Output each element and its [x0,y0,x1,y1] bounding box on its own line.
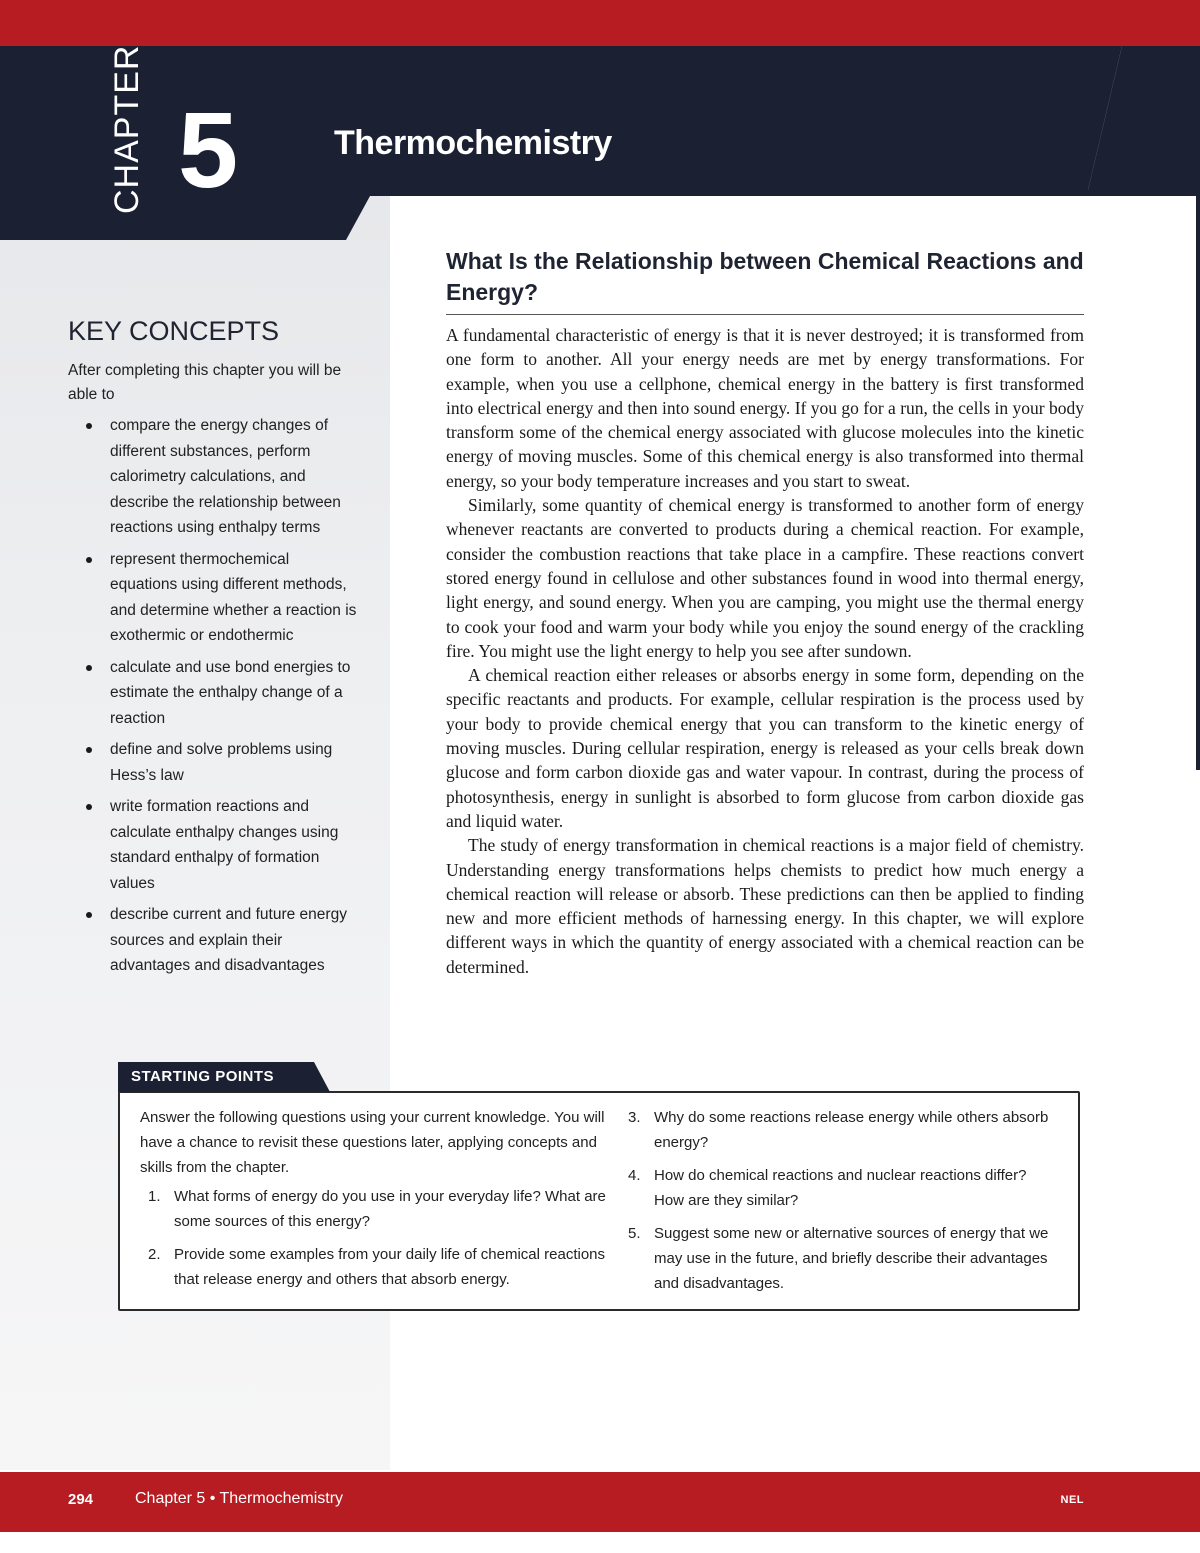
question-number: 5. [628,1225,641,1242]
key-concepts-intro: After completing this chapter you will be able to [68,362,342,403]
key-concept-item [68,737,360,788]
question-text: Suggest some new or alternative sources of energy that we may use in the future, and briefly describe their advantages and disadvantages. [654,1225,1049,1292]
key-concept-item [68,902,360,979]
question-text: Provide some examples from your daily life of chemical reactions that release energy and others that absorb energy. [174,1246,606,1288]
bullet-icon [86,804,92,810]
bullet-icon [86,423,92,429]
key-concepts-list [68,413,368,979]
chapter-title: Thermochemistry [334,124,612,162]
key-concept-item [68,655,360,732]
key-concept-item [68,794,360,896]
starting-points-left-column [140,1105,610,1300]
starting-points-box [118,1091,1080,1311]
page-number: 294 [68,1491,94,1508]
body-paragraph: The study of energy transformation in chemical reactions is a major field of chemistry. Understanding energy transformations helps chemists to predict how much energy a chemical reaction will release or absorb. These predictions can then be applied to finding new and more efficient methods of harnessing energy. In this chapter, we will explore different ways in which the quantity of energy associated with a chemical reaction can be determined. [446,835,1084,977]
key-concept-text: write formation reactions and calculate enthalpy changes using standard enthalpy of formation values [110,798,339,892]
key-concepts-heading: KEY CONCEPTS [68,316,280,346]
bullet-icon [86,912,92,918]
body-text [446,323,1084,979]
bullet-icon [86,747,92,753]
bullet-icon [86,665,92,671]
key-concept-item [68,547,360,649]
key-concept-item [68,413,360,541]
question-number: 4. [628,1167,641,1184]
chapter-number: 5 [178,89,239,210]
body-paragraph: A chemical reaction either releases or absorbs energy in some form, depending on the specific reactants and products. For example, cellular respiration is the process used by your body to provide chemical energy that you can transform to the kinetic energy of moving muscles. During cellular respiration, energy is released as your cells break down glucose and form carbon dioxide gas and water vapour. In contrast, during the process of photosynthesis, energy in sunlight is absorbed to form glucose from carbon dioxide gas and liquid water. [446,665,1084,831]
body-paragraph: Similarly, some quantity of chemical energy is transformed to another form of energy whenever reactants are converted to products during a chemical reaction. For example, consider the combustion reactions that take place in a campfire. These reactions convert stored energy found in cellulose and other substances found in wood into thermal energy, light energy, and sound energy. When you are camping, you might use the thermal energy to cook your food and warm your body while you enjoy the sound energy of the crackling fire. You might use the light energy to help you see after sundown. [446,495,1084,661]
key-concepts-section [68,316,368,985]
right-edge-mark [1196,190,1200,770]
body-paragraph: A fundamental characteristic of energy is that it is never destroyed; it is transformed from one form to another. All your energy needs are met by energy transformations. For example, when you use a cellphone, chemical energy in the battery is first transformed into electrical energy and then into sound energy. If you go for a run, the cells in your body transform some of the chemical energy associated with glucose molecules into the kinetic energy of moving muscles. Some of this chemical energy is also transformed into thermal energy, so your body temperature increases and you start to sweat. [446,325,1084,491]
chapter-word: CHAPTER [108,44,146,214]
question-item [620,1221,1060,1296]
key-concept-text: define and solve problems using Hess’s law [110,741,333,784]
key-concept-text: compare the energy changes of different substances, perform calorimetry calculations, and describe the relationship between reactions using enthalpy terms [110,417,341,536]
bullet-icon [86,557,92,563]
question-number: 3. [628,1109,641,1126]
main-column [446,246,1084,979]
question-number: 1. [148,1188,161,1205]
question-text: Why do some reactions release energy while others absorb energy? [654,1109,1049,1151]
publisher-mark: NEL [1060,1494,1084,1506]
page-footer [0,1472,1200,1532]
footer-chapter-label: Chapter 5 • Thermochemistry [135,1490,344,1507]
section-heading: What Is the Relationship between Chemical Reactions and Energy? [446,246,1084,315]
key-concept-text: describe current and future energy sources and explain their advantages and disadvantages [110,906,347,974]
question-text: What forms of energy do you use in your everyday life? What are some sources of this energy? [174,1188,606,1230]
starting-points-intro: Answer the following questions using your current knowledge. You will have a chance to revisit these questions later, applying concepts and skills from the chapter. [140,1109,605,1176]
question-item [620,1105,1060,1155]
question-item [620,1163,1060,1213]
question-number: 2. [148,1246,161,1263]
question-item [140,1242,610,1292]
question-text: How do chemical reactions and nuclear reactions differ? How are they similar? [654,1167,1027,1209]
banner-red-accent [0,30,1200,46]
starting-points-right-column [620,1105,1060,1304]
question-item [140,1184,610,1234]
key-concept-text: calculate and use bond energies to estimate the enthalpy change of a reaction [110,658,351,727]
starting-points-label: STARTING POINTS [131,1068,275,1085]
key-concept-text: represent thermochemical equations using different methods, and determine whether a reaction is exothermic or endothermic [110,550,357,644]
